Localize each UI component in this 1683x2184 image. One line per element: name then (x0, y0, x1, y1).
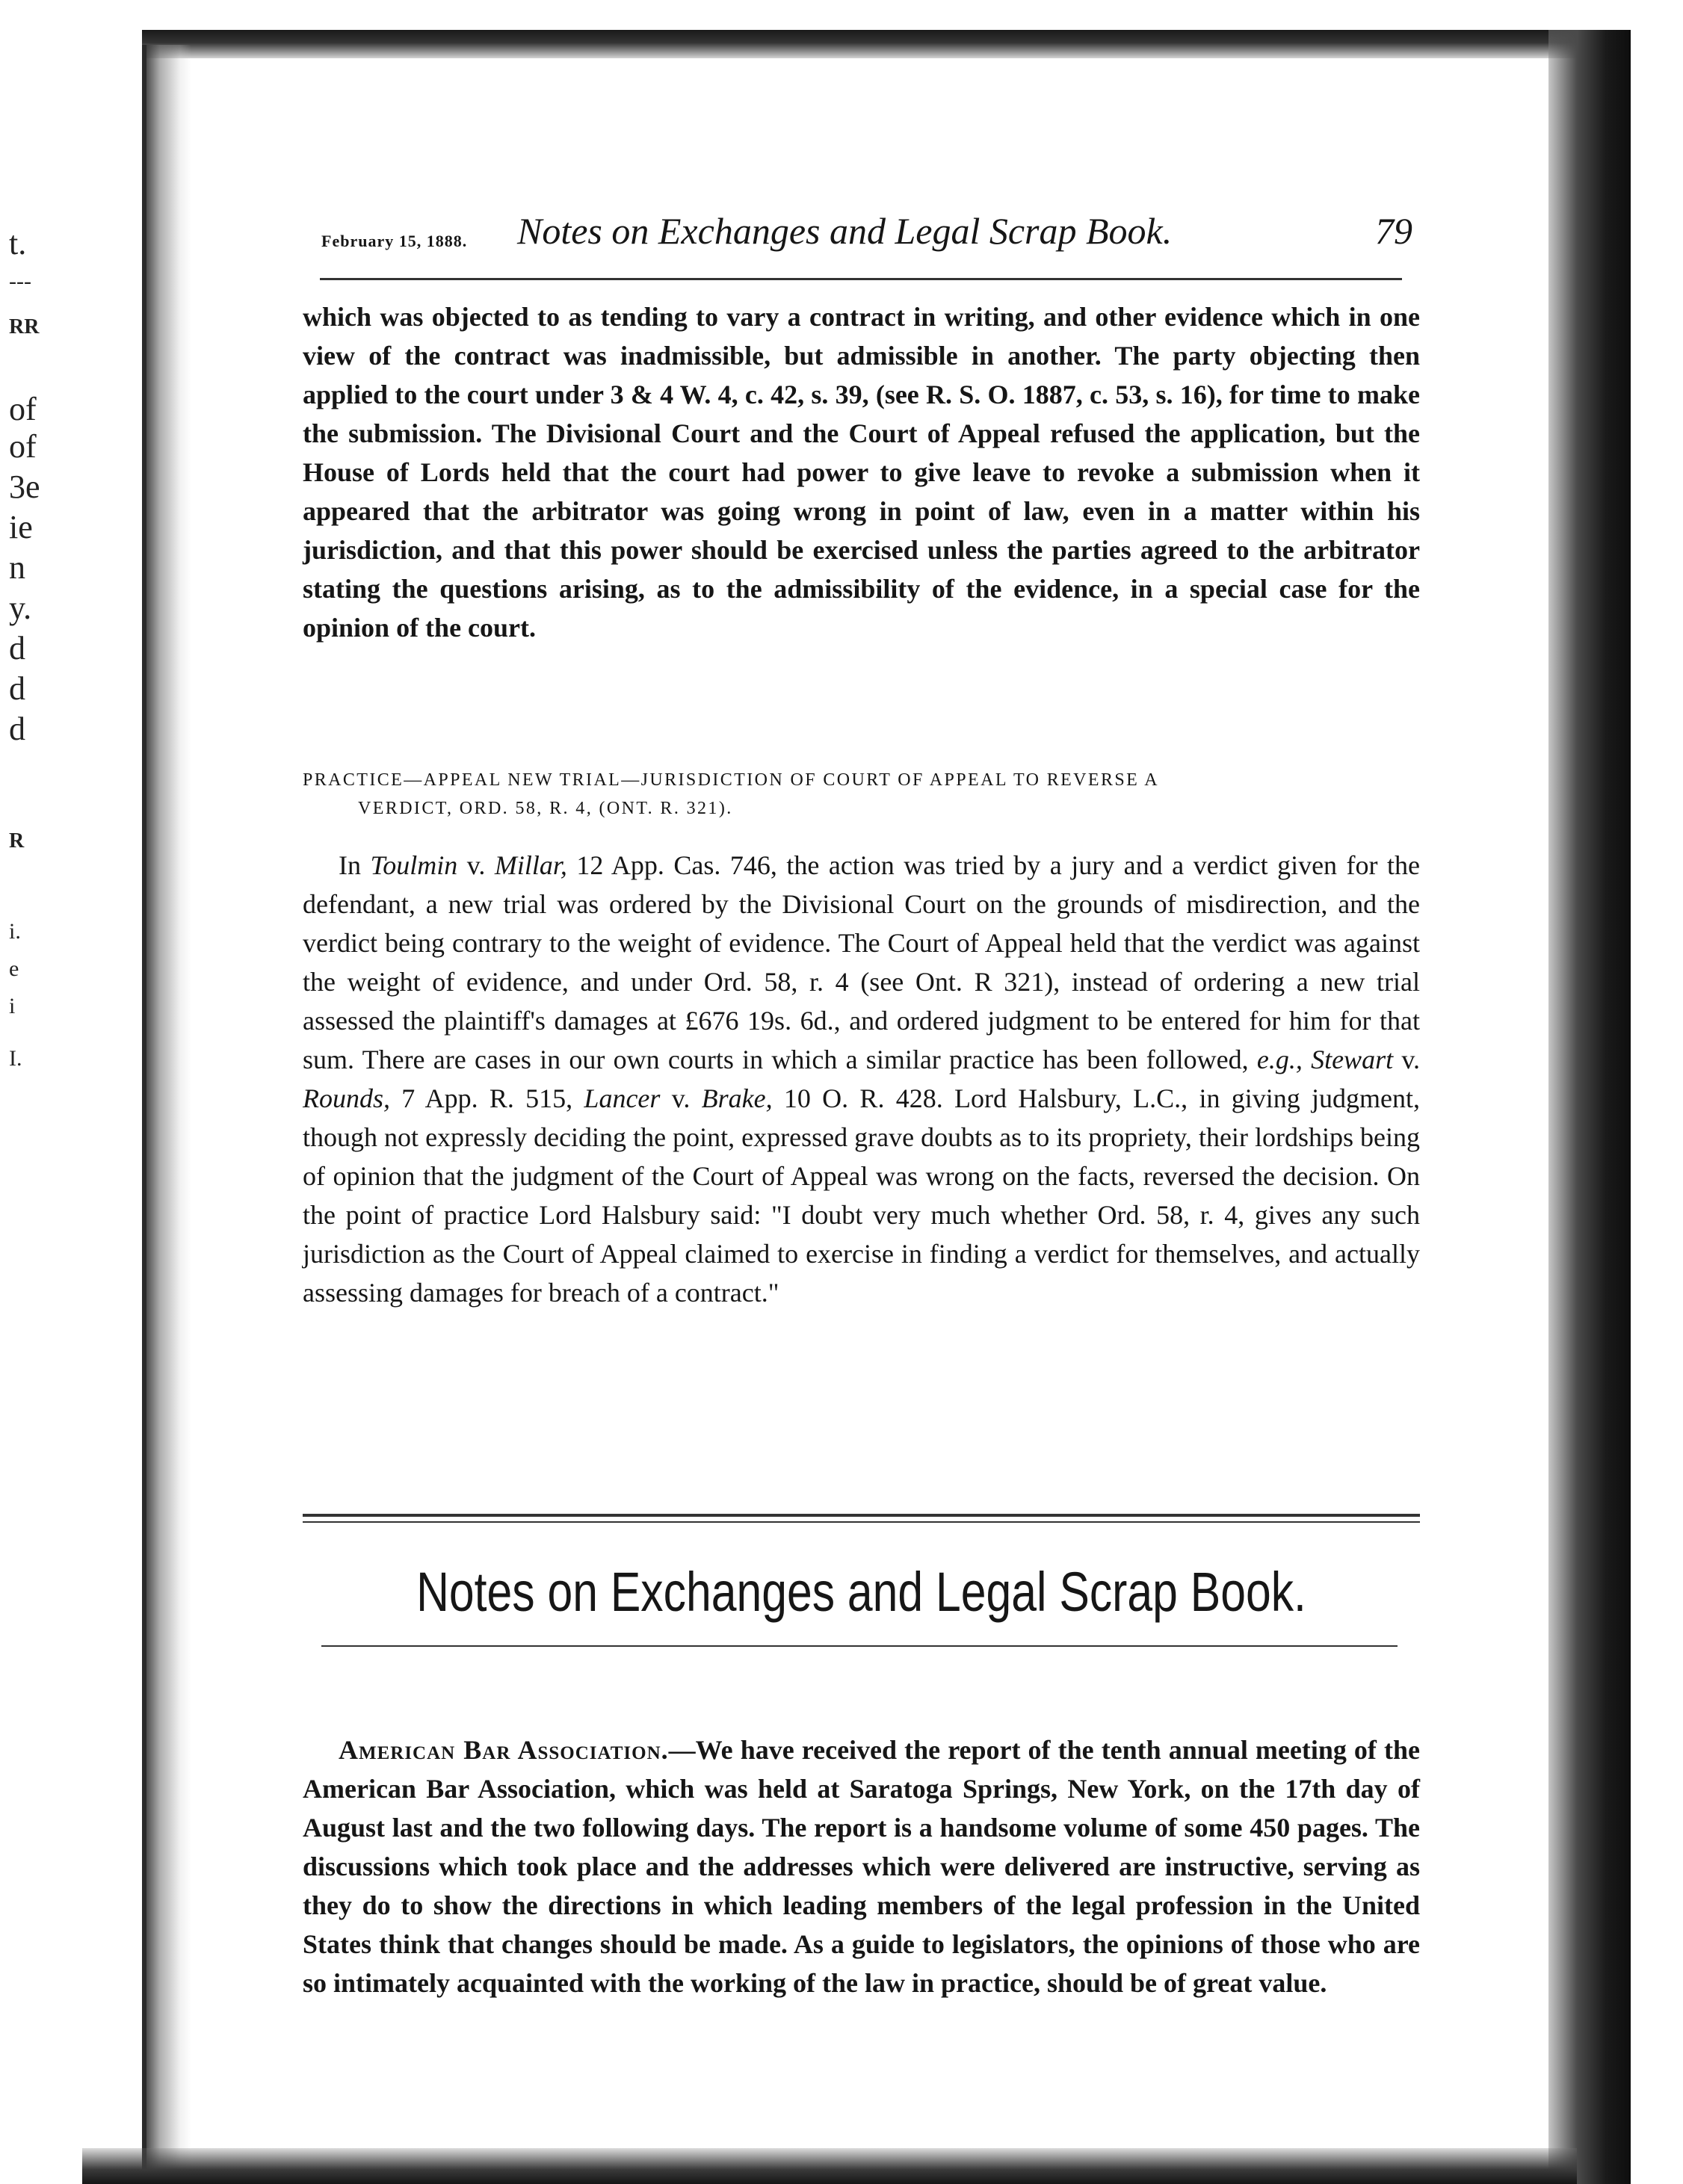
margin-fragment: n (9, 549, 25, 586)
scan-margin-right (1631, 0, 1683, 2184)
previous-page-fragment (4, 0, 49, 2184)
body-text: 12 App. Cas. 746, the action was tried by a jury and a verdict given for the defendant, a new trial was ordered by the Divisional Court on the grounds of misdirection, and the verdict being contrary to the weight of evidence. The Court of Appeal held that the verdict was against the weight of evidence, and under Ord. 58, r. 4 (see Ont. R 321), instead of ordering a new trial assessed the plaintiff's damages at £676 19s. 6d., and ordered judgment to be entered for him for that sum. There are cases in our own courts in which a similar practice has been followed, (303, 850, 1420, 1074)
case-name: Rounds, (303, 1083, 390, 1113)
notes-paragraph (303, 1730, 1420, 2002)
running-head (321, 209, 1435, 262)
margin-fragment: d (9, 630, 25, 666)
margin-fragment: d (9, 711, 25, 747)
margin-fragment: R (9, 829, 25, 853)
scan-edge-right (1548, 30, 1631, 2184)
margin-fragment: --- (9, 269, 31, 294)
section-rule-top-thin (303, 1521, 1420, 1523)
case-name: Toulmin (370, 850, 458, 880)
case-intro: In (339, 850, 361, 880)
notes-lead: American Bar Association. (339, 1735, 669, 1765)
case-versus: v. (660, 1083, 702, 1113)
section-title: Notes on Exchanges and Legal Scrap Book. (416, 1561, 1306, 1623)
scan-edge-top (142, 30, 1607, 58)
section-rule-top (303, 1514, 1420, 1517)
eg-abbrev: e.g., (1256, 1045, 1303, 1074)
margin-fragment: e (9, 956, 19, 981)
scan-edge-bottom (82, 2148, 1577, 2184)
margin-fragment: RR (9, 315, 40, 338)
margin-fragment: t. (9, 225, 27, 262)
margin-fragment: i. (9, 919, 21, 944)
case-name: Millar, (494, 850, 567, 880)
case-name: Brake, (701, 1083, 773, 1113)
margin-fragment: of (9, 428, 37, 465)
margin-fragment: ie (9, 509, 33, 545)
case-name: Lancer (584, 1083, 661, 1113)
case-versus: v. (457, 850, 495, 880)
header-rule (320, 278, 1402, 280)
body-text: 7 App. R. 515, (390, 1083, 584, 1113)
heading-line-2: VERDICT, ORD. 58, R. 4, (ONT. R. 321). (358, 799, 733, 818)
case-name: Stewart (1302, 1045, 1394, 1074)
section-rule-bottom (321, 1645, 1398, 1647)
practice-paragraph (303, 846, 1420, 1312)
heading-line-1: PRACTICE—APPEAL NEW TRIAL—JURISDICTION OF COURT OF APPEAL TO REVERSE A (303, 770, 1159, 790)
header-title: Notes on Exchanges and Legal Scrap Book. (517, 210, 1173, 252)
margin-fragment: i (9, 994, 16, 1018)
margin-fragment: d (9, 670, 25, 707)
body-text: 10 O. R. 428. Lord Halsbury, L.C., in giving judgment, though not expressly deciding the point, expressed grave doubts as to its propriety, their lordships being of opinion that the judgment of the Court of Appeal was wrong on the facts, reversed the decision. On the point of practice Lord Halsbury said: "I doubt very much whether Ord. 58, r. 4, gives any such jurisdiction as the Court of Appeal claimed to exercise in finding a verdict for themselves, and actually assessing damages for breach of a contract." (303, 1083, 1420, 1308)
practice-section-heading (303, 766, 1420, 823)
case-versus: v. (1393, 1045, 1420, 1074)
margin-fragment: y. (9, 590, 32, 626)
margin-fragment: 3e (9, 468, 40, 505)
header-date: February 15, 1888. (321, 232, 468, 250)
page-number: 79 (1375, 210, 1412, 252)
margin-fragment: I. (9, 1046, 22, 1071)
notes-body: —We have received the report of the tenth annual meeting of the American Bar Association, which was held at Saratoga Springs, New York, on the 17th day of August last and the two following days. The report is a handsome volume of some 450 pages. The discussions which took place and the addresses which were delivered are instructive, serving as they do to show the directions in which leading members of the legal profession in the United States think that changes should be made. As a guide to legislators, the opinions of those who are so intimately acquainted with the working of the law in practice, should be of great value. (303, 1735, 1420, 1998)
scan-edge-left (146, 45, 191, 2182)
opening-paragraph: which was objected to as tending to vary a contract in writing, and other evidence which in one view of the contract was inadmissible, but admissible in another. The party objecting then applied to the court under 3 & 4 W. 4, c. 42, s. 39, (see R. S. O. 1887, c. 53, s. 16), for time to make the submission. The Divisional Court and the Court of Appeal refused the application, but the House of Lords held that the court had power to give leave to revoke a submission when it appeared that the arbitrator was going wrong in point of law, even in a matter within his jurisdiction, and that this power should be exercised unless the parties agreed to the arbitrator stating the questions arising, as to the admissibility of the evidence, in a special case for the opinion of the court. (303, 302, 1420, 643)
margin-fragment: of (9, 391, 37, 427)
